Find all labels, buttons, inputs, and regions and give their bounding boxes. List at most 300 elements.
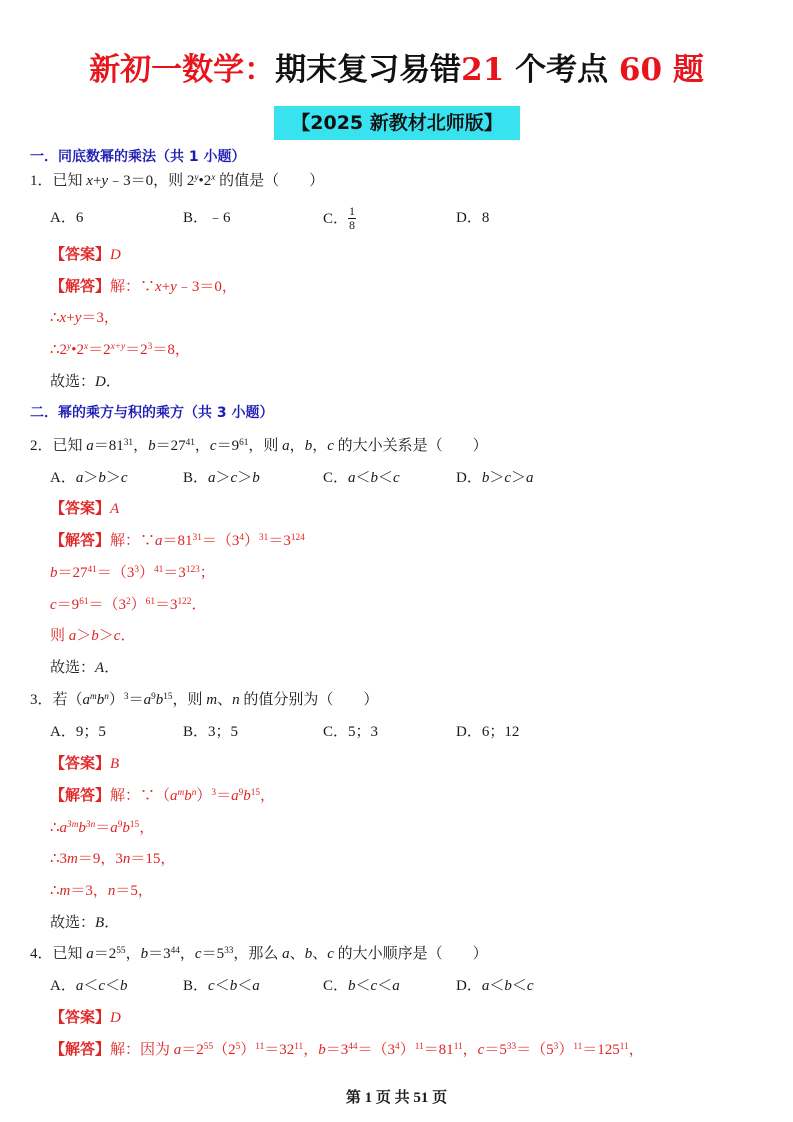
text-run: ＜ bbox=[355, 470, 371, 486]
fraction-numerator: 1 bbox=[349, 204, 356, 218]
superscript: 3 bbox=[123, 691, 129, 702]
text-run: ， bbox=[462, 1042, 478, 1058]
math-variable: a bbox=[208, 470, 216, 486]
text-run: B．﹣6 bbox=[183, 210, 231, 226]
question-4-option-a bbox=[50, 974, 128, 998]
text-run: ＝3 bbox=[163, 565, 186, 581]
text-run: 1．已知 bbox=[30, 173, 87, 189]
superscript: 123 bbox=[185, 564, 200, 575]
superscript: 5 bbox=[235, 1041, 241, 1052]
question-2-option-c bbox=[323, 466, 400, 490]
superscript: 15 bbox=[129, 819, 140, 830]
text-run: C． bbox=[323, 210, 349, 227]
question-3-conclusion bbox=[50, 911, 119, 935]
text-run: ＜ bbox=[378, 470, 394, 486]
text-run: 解：∵ bbox=[110, 533, 156, 549]
label-tag: 【解答】 bbox=[50, 788, 111, 804]
superscript-variable: x bbox=[83, 341, 89, 352]
math-variable: b bbox=[155, 692, 164, 708]
text-run: ） bbox=[399, 1042, 415, 1058]
text-run: ， bbox=[303, 1042, 319, 1058]
text-run: + bbox=[66, 310, 75, 326]
label-tag: 【答案】 bbox=[50, 1010, 111, 1026]
question-3-option-d bbox=[456, 720, 519, 744]
superscript: 55 bbox=[116, 945, 126, 956]
text-run: 的大小顺序是（ ） bbox=[333, 946, 488, 962]
text-run: ＞ bbox=[511, 470, 527, 486]
math-variable: a bbox=[155, 533, 163, 549]
text-run: ） bbox=[196, 788, 212, 804]
superscript: 15 bbox=[163, 691, 173, 702]
question-2-solution-line bbox=[50, 624, 135, 648]
superscript: 9 bbox=[151, 691, 156, 702]
superscript-variable: y bbox=[67, 341, 72, 352]
title-part: 题 bbox=[662, 52, 704, 88]
text-run: 、 bbox=[217, 692, 233, 708]
question-1-option-c bbox=[323, 206, 356, 230]
text-run: + bbox=[92, 173, 102, 189]
math-variable: b bbox=[243, 788, 251, 804]
math-variable: D bbox=[95, 374, 106, 390]
text-run: ＝15， bbox=[130, 851, 176, 867]
superscript: 11 bbox=[619, 1041, 629, 1052]
math-variable: a bbox=[170, 788, 178, 804]
math-variable: b bbox=[50, 565, 58, 581]
math-variable: a bbox=[173, 1042, 182, 1058]
text-run: ＝ bbox=[216, 788, 232, 804]
superscript-variable: m bbox=[177, 787, 185, 798]
superscript-variable: n bbox=[191, 787, 197, 798]
math-variable: a bbox=[68, 628, 77, 644]
text-run: 的值分别为（ ） bbox=[239, 692, 379, 708]
math-variable: b bbox=[481, 470, 490, 486]
math-variable: c bbox=[370, 978, 378, 994]
text-run: ＝8， bbox=[152, 342, 190, 358]
math-variable: b bbox=[504, 978, 512, 994]
text-run: ） bbox=[130, 597, 146, 613]
page-number-footer: 第 1 页 共 51 页 bbox=[345, 1090, 448, 1106]
math-variable: c bbox=[194, 946, 202, 962]
text-run: 的值是（ ） bbox=[215, 173, 325, 189]
text-run: ， bbox=[179, 946, 195, 962]
fraction-denominator: 8 bbox=[349, 218, 356, 232]
question-4-option-d bbox=[456, 974, 534, 998]
math-variable: a bbox=[282, 946, 290, 962]
title-part: 期末复习易错 bbox=[275, 52, 462, 88]
math-variable: c bbox=[504, 470, 512, 486]
text-run: ＝81 bbox=[93, 438, 124, 454]
text-run: ） bbox=[244, 533, 260, 549]
math-variable: b bbox=[318, 1042, 326, 1058]
text-run: A． bbox=[50, 978, 76, 994]
question-3-stem bbox=[30, 688, 378, 712]
text-run: ＝5， bbox=[115, 883, 153, 899]
math-variable: b bbox=[148, 438, 156, 454]
superscript: 44 bbox=[170, 945, 180, 956]
math-variable: b bbox=[304, 438, 313, 454]
text-run: 解：因为 bbox=[110, 1042, 174, 1058]
text-run: ， bbox=[139, 820, 155, 836]
text-run: D． bbox=[456, 978, 482, 994]
text-run: D．8 bbox=[456, 210, 490, 226]
math-variable: x bbox=[155, 279, 162, 295]
text-run: ＝81 bbox=[162, 533, 193, 549]
question-1-solution-line bbox=[50, 338, 190, 362]
superscript: 4 bbox=[239, 532, 245, 543]
text-run: ∴ bbox=[50, 883, 60, 899]
text-run: ） bbox=[558, 1042, 574, 1058]
math-variable: c bbox=[230, 470, 238, 486]
text-run: ， bbox=[133, 438, 149, 454]
text-run: ∴3 bbox=[50, 851, 68, 867]
text-run: ＝2 bbox=[88, 342, 111, 358]
math-variable: A bbox=[95, 660, 105, 676]
text-run: ． bbox=[191, 597, 207, 613]
math-variable: y bbox=[101, 173, 109, 189]
question-4-stem bbox=[30, 942, 488, 966]
text-run: ＝3， bbox=[81, 310, 119, 326]
math-variable: c bbox=[113, 628, 121, 644]
math-variable: b bbox=[96, 692, 105, 708]
text-run: ＝（5 bbox=[516, 1042, 554, 1058]
question-4-solution-line bbox=[50, 1038, 644, 1062]
question-1-solution-line bbox=[50, 306, 119, 330]
text-run: ； bbox=[199, 565, 215, 581]
text-run: ， bbox=[312, 438, 328, 454]
text-run: A．9；5 bbox=[50, 724, 106, 740]
text-run: C． bbox=[323, 470, 349, 486]
superscript: 3 bbox=[134, 564, 139, 575]
math-variable: b bbox=[122, 820, 130, 836]
superscript: 61 bbox=[79, 596, 89, 607]
superscript: 11 bbox=[255, 1041, 265, 1052]
math-variable: m bbox=[59, 883, 71, 899]
math-variable: y bbox=[170, 279, 177, 295]
question-2-conclusion bbox=[50, 656, 119, 680]
text-run: ） bbox=[240, 1042, 256, 1058]
math-variable: c bbox=[98, 978, 106, 994]
question-2-answer bbox=[50, 497, 119, 521]
question-1-option-b bbox=[183, 206, 231, 230]
math-variable: b bbox=[348, 978, 356, 994]
math-variable: a bbox=[231, 788, 239, 804]
math-variable: a bbox=[110, 820, 118, 836]
question-3-solution-line bbox=[50, 816, 154, 840]
math-variable: m bbox=[206, 692, 218, 708]
math-variable: a bbox=[75, 978, 84, 994]
math-variable: c bbox=[327, 438, 334, 454]
text-run: ，则 bbox=[248, 438, 283, 454]
label-tag: 【答案】 bbox=[50, 756, 111, 772]
math-variable: c bbox=[393, 470, 400, 486]
text-run: ＝5 bbox=[201, 946, 225, 962]
math-variable: a bbox=[143, 692, 152, 708]
math-variable: b bbox=[140, 946, 149, 962]
text-run: •2 bbox=[198, 173, 212, 189]
text-run: ＝ bbox=[128, 692, 144, 708]
math-variable: c bbox=[209, 438, 217, 454]
superscript: 124 bbox=[290, 532, 305, 543]
edition-banner: 【2025 新教材北师版】 bbox=[274, 106, 520, 140]
superscript-variable: n bbox=[104, 691, 109, 702]
superscript: 31 bbox=[259, 532, 269, 543]
text-run: ＝3 bbox=[148, 946, 171, 962]
superscript-variable: 3n bbox=[85, 819, 96, 830]
text-run: ∴ bbox=[50, 820, 60, 836]
text-run: 解：∵（ bbox=[110, 788, 171, 804]
text-run: ＞ bbox=[237, 470, 253, 486]
superscript-variable: 3m bbox=[67, 819, 79, 830]
text-run: + bbox=[161, 279, 171, 295]
text-run: ，则 bbox=[172, 692, 207, 708]
text-run: 3．若（ bbox=[30, 692, 83, 708]
text-run: ＝（3 bbox=[357, 1042, 396, 1058]
question-3-solution-line bbox=[50, 784, 275, 808]
superscript-variable: y bbox=[194, 172, 199, 183]
math-variable: a bbox=[86, 946, 94, 962]
text-run: A． bbox=[50, 470, 76, 486]
superscript: 3 bbox=[211, 787, 217, 798]
text-run: ． bbox=[104, 660, 120, 676]
text-run: 故选： bbox=[50, 915, 96, 931]
text-run: D．6；12 bbox=[456, 724, 520, 740]
question-4-answer bbox=[50, 1006, 121, 1030]
label-tag: 【解答】 bbox=[50, 1042, 111, 1058]
math-variable: a bbox=[252, 978, 260, 994]
text-run: ＜ bbox=[237, 978, 253, 994]
math-variable: B bbox=[95, 915, 105, 931]
superscript: 31 bbox=[123, 437, 134, 448]
text-run: ﹣3＝0， bbox=[176, 279, 237, 295]
question-2-solution-line bbox=[50, 529, 305, 553]
text-run: ＜ bbox=[105, 978, 121, 994]
title-part: 60 bbox=[618, 52, 663, 88]
title-part: 21 bbox=[461, 52, 505, 88]
superscript: 41 bbox=[185, 437, 195, 448]
question-4-option-b bbox=[183, 974, 260, 998]
text-run: ＞ bbox=[76, 628, 92, 644]
text-run: C． bbox=[323, 978, 349, 994]
text-run: ＝3 bbox=[154, 597, 178, 613]
math-variable: b bbox=[98, 470, 106, 486]
superscript: 11 bbox=[453, 1041, 463, 1052]
title-part: 新初一数学： bbox=[89, 52, 276, 88]
math-variable: x bbox=[59, 310, 67, 326]
question-1-option-a bbox=[50, 206, 83, 230]
math-variable: a bbox=[481, 978, 490, 994]
superscript: 2 bbox=[126, 596, 131, 607]
question-1-answer bbox=[50, 243, 121, 267]
superscript: 4 bbox=[395, 1041, 400, 1052]
text-run: ＝27 bbox=[57, 565, 88, 581]
text-run: ＝5 bbox=[484, 1042, 507, 1058]
question-3-option-a bbox=[50, 720, 106, 744]
text-run: ＜ bbox=[83, 978, 99, 994]
question-2-solution-line bbox=[50, 593, 206, 617]
label-tag: 【答案】 bbox=[50, 501, 111, 517]
superscript: 122 bbox=[177, 596, 192, 607]
superscript: 3 bbox=[147, 341, 153, 352]
superscript: 31 bbox=[192, 532, 202, 543]
text-run: ＝32 bbox=[264, 1042, 295, 1058]
question-1-solution-line bbox=[50, 275, 237, 299]
text-run: 故选： bbox=[50, 374, 96, 390]
superscript: 55 bbox=[203, 1041, 214, 1052]
math-variable: x bbox=[86, 173, 93, 189]
superscript: 9 bbox=[238, 787, 244, 798]
title-part: 个考点 bbox=[504, 52, 619, 88]
superscript: 44 bbox=[348, 1041, 358, 1052]
math-variable: y bbox=[74, 310, 82, 326]
text-run: ＞ bbox=[98, 628, 114, 644]
text-run: B．3；5 bbox=[183, 724, 239, 740]
text-run: C．5；3 bbox=[323, 724, 379, 740]
text-run: 故选： bbox=[50, 660, 96, 676]
math-variable: b bbox=[370, 470, 379, 486]
math-variable: b bbox=[184, 788, 192, 804]
question-2-option-a bbox=[50, 466, 128, 490]
text-run: ＞ bbox=[215, 470, 231, 486]
math-variable: c bbox=[327, 946, 334, 962]
superscript: 41 bbox=[87, 564, 97, 575]
text-run: ＝2 bbox=[125, 342, 148, 358]
question-3-answer bbox=[50, 752, 119, 776]
text-run: •2 bbox=[71, 342, 84, 358]
superscript: 3 bbox=[553, 1041, 559, 1052]
math-variable: a bbox=[59, 820, 68, 836]
text-run: ∴ bbox=[50, 310, 60, 326]
text-run: A．6 bbox=[50, 210, 84, 226]
text-run: ， bbox=[628, 1042, 644, 1058]
text-run: ＝125 bbox=[582, 1042, 620, 1058]
superscript: 11 bbox=[573, 1041, 583, 1052]
superscript-variable: x bbox=[211, 172, 216, 183]
text-run: ， bbox=[125, 946, 141, 962]
label-tag: 【解答】 bbox=[50, 533, 111, 549]
text-run: ＜ bbox=[489, 978, 505, 994]
math-variable: b bbox=[120, 978, 128, 994]
text-run: B． bbox=[183, 978, 209, 994]
section-heading-1: 一．同底数幂的乘法（共 1 小题） bbox=[30, 149, 246, 165]
text-run: ﹣3＝0，则 2 bbox=[108, 173, 195, 189]
text-run: ＝（3 bbox=[88, 597, 126, 613]
text-run: 、 bbox=[312, 946, 328, 962]
math-variable: c bbox=[208, 978, 215, 994]
math-variable: b bbox=[304, 946, 313, 962]
fraction bbox=[348, 205, 356, 232]
math-variable: n bbox=[232, 692, 240, 708]
question-3-solution-line bbox=[50, 879, 153, 903]
text-run: ＝9 bbox=[216, 438, 240, 454]
superscript: 11 bbox=[414, 1041, 424, 1052]
superscript-variable: m bbox=[90, 691, 97, 702]
text-run: ） bbox=[138, 565, 154, 581]
question-1-conclusion bbox=[50, 370, 121, 394]
text-run: ， bbox=[289, 438, 305, 454]
text-run: D． bbox=[456, 470, 482, 486]
text-run: ＝3 bbox=[325, 1042, 349, 1058]
text-run: ＜ bbox=[511, 978, 527, 994]
math-variable: B bbox=[110, 756, 120, 772]
text-run: ＞ bbox=[105, 470, 121, 486]
text-run: ＝（3 bbox=[96, 565, 135, 581]
question-4-option-c bbox=[323, 974, 400, 998]
math-variable: A bbox=[110, 501, 120, 517]
text-run: ， bbox=[194, 438, 210, 454]
math-variable: c bbox=[50, 597, 57, 613]
label-tag: 【解答】 bbox=[50, 279, 111, 295]
text-run: B． bbox=[183, 470, 209, 486]
question-2-solution-line bbox=[50, 561, 215, 585]
superscript: 11 bbox=[294, 1041, 304, 1052]
math-variable: b bbox=[91, 628, 99, 644]
math-variable: n bbox=[107, 883, 116, 899]
superscript: 61 bbox=[239, 437, 249, 448]
math-variable: a bbox=[86, 438, 94, 454]
text-run: ＞ bbox=[83, 470, 99, 486]
math-variable: c bbox=[526, 978, 534, 994]
text-run: ，那么 bbox=[233, 946, 283, 962]
math-variable: m bbox=[67, 851, 78, 867]
section-heading-2: 二．幂的乘方与积的乘方（共 3 小题） bbox=[30, 405, 274, 421]
superscript: 41 bbox=[154, 564, 164, 575]
math-variable: a bbox=[82, 692, 91, 708]
math-variable: n bbox=[122, 851, 131, 867]
math-variable: a bbox=[392, 978, 400, 994]
superscript-variable: x+y bbox=[110, 341, 126, 352]
text-run: 2．已知 bbox=[30, 438, 87, 454]
superscript: 33 bbox=[224, 945, 234, 956]
text-run: ∴2 bbox=[50, 342, 68, 358]
superscript: 15 bbox=[250, 787, 261, 798]
text-run: ＜ bbox=[355, 978, 371, 994]
text-run: 的大小关系是（ ） bbox=[333, 438, 488, 454]
math-variable: a bbox=[348, 470, 356, 486]
text-run: ＝3 bbox=[268, 533, 291, 549]
text-run: ＞ bbox=[489, 470, 505, 486]
math-variable: a bbox=[526, 470, 534, 486]
math-variable: b bbox=[229, 978, 238, 994]
text-run: ＝9，3 bbox=[77, 851, 123, 867]
text-run: ＜ bbox=[377, 978, 393, 994]
text-run: ． bbox=[105, 374, 121, 390]
text-run: ＝81 bbox=[423, 1042, 454, 1058]
question-1-stem bbox=[30, 169, 324, 193]
text-run: ， bbox=[260, 788, 276, 804]
text-run: ＝2 bbox=[181, 1042, 204, 1058]
text-run: 解：∵ bbox=[110, 279, 156, 295]
text-run: ＝3， bbox=[70, 883, 108, 899]
math-variable: a bbox=[75, 470, 84, 486]
text-run: ＝27 bbox=[155, 438, 186, 454]
text-run: ＝ bbox=[95, 820, 111, 836]
math-variable: c bbox=[120, 470, 128, 486]
math-variable: D bbox=[110, 1010, 121, 1026]
text-run: ＜ bbox=[214, 978, 230, 994]
text-run: ＝2 bbox=[93, 946, 117, 962]
text-run: （2 bbox=[213, 1042, 236, 1058]
label-tag: 【答案】 bbox=[50, 247, 111, 263]
question-2-option-d bbox=[456, 466, 534, 490]
question-3-solution-line bbox=[50, 847, 175, 871]
math-variable: b bbox=[252, 470, 260, 486]
question-2-option-b bbox=[183, 466, 260, 490]
question-3-option-c bbox=[323, 720, 378, 744]
math-variable: D bbox=[110, 247, 121, 263]
superscript: 61 bbox=[145, 596, 155, 607]
question-1-option-d bbox=[456, 206, 489, 230]
text-run: 、 bbox=[289, 946, 305, 962]
